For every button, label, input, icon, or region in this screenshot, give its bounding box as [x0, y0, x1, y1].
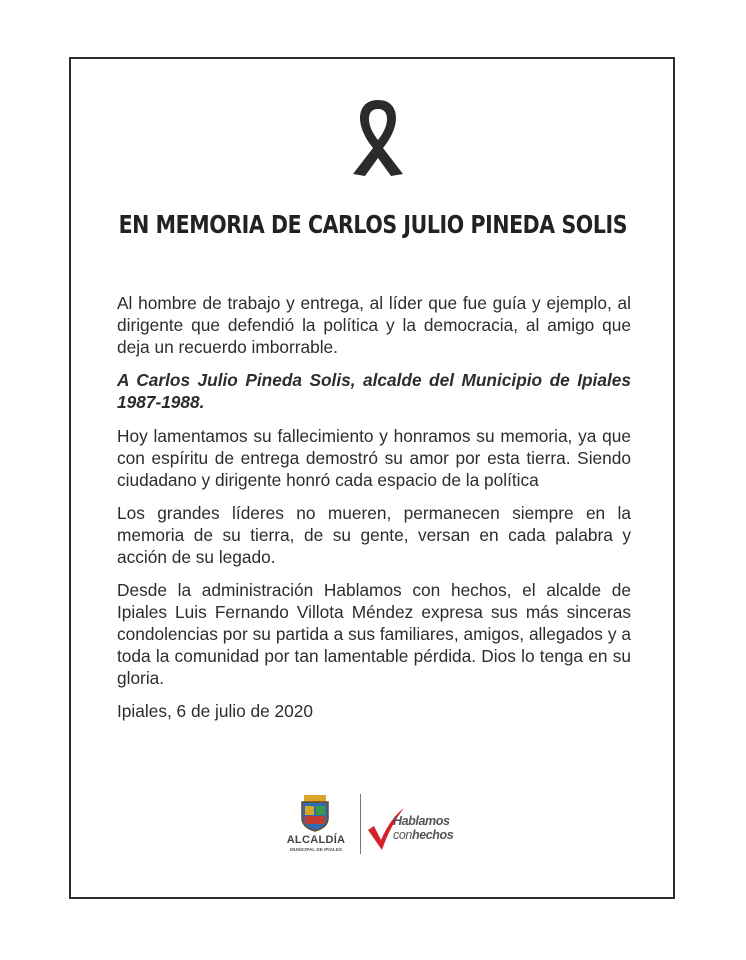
date-line: Ipiales, 6 de julio de 2020	[117, 701, 314, 721]
paragraph-mourning: Hoy lamentamos su fallecimiento y honramos su memoria, ya que con espíritu de entrega demostró su amor por esta tierra. Siendo ciudadano y dirigente honró cada espacio de la política	[117, 426, 631, 490]
municipal-crest-icon	[296, 794, 334, 832]
slogan-hablamos: Hablamos	[393, 814, 450, 828]
memorial-text	[117, 292, 631, 733]
paragraph-condolences: Desde la administración Hablamos con hechos, el alcalde de Ipiales Luis Fernando Villota Méndez expresa sus más sinceras condolencias por su partida a sus familiares, amigos, allegados y a toda la comunidad por tan lamentable pérdida. Dios lo tenga en su gloria.	[117, 580, 631, 688]
mourning-ribbon-icon	[349, 96, 407, 178]
slogan-con: con	[393, 828, 412, 842]
slogan-con-hechos	[393, 828, 453, 842]
paragraph-dedication: A Carlos Julio Pineda Solis, alcalde del Municipio de Ipiales 1987-1988.	[117, 370, 631, 412]
municipal-label: MUNICIPAL DE IPIALES	[290, 847, 342, 852]
footer-logos	[280, 790, 480, 860]
logo-divider	[360, 794, 361, 854]
paragraph-legacy: Los grandes líderes no mueren, permanecen siempre en la memoria de su tierra, de su gente, versan en cada palabra y acción de su legado.	[117, 503, 631, 567]
alcaldia-label: ALCALDÍA	[286, 834, 346, 846]
page-title: EN MEMORIA DE CARLOS JULIO PINEDA SOLIS	[118, 210, 628, 239]
paragraph-tribute: Al hombre de trabajo y entrega, al líder que fue guía y ejemplo, al dirigente que defendió la política y la democracia, al amigo que deja un recuerdo imborrable.	[117, 293, 631, 357]
slogan-hechos: hechos	[411, 828, 454, 842]
